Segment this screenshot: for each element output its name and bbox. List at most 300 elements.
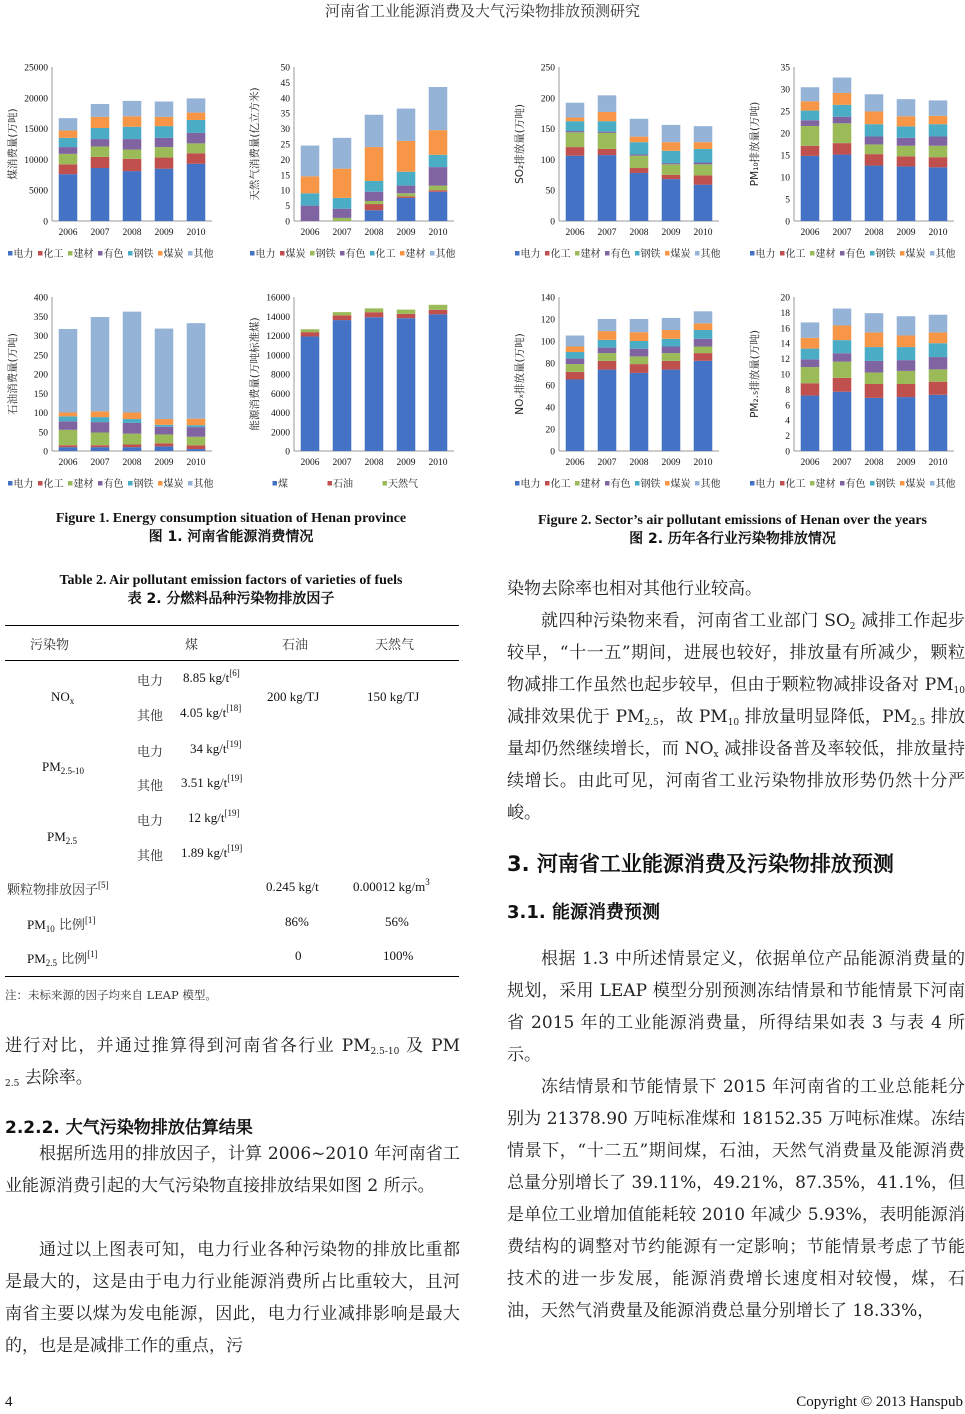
x-tick-label: 2007 [832, 228, 852, 238]
bar-segment [187, 153, 206, 163]
legend-label: 其他 [435, 249, 456, 260]
bar-segment [662, 163, 681, 164]
legend-swatch [750, 251, 755, 256]
bar-segment [91, 417, 110, 422]
y-tick-label: 35 [780, 63, 790, 74]
nox-coal-power-ref: [6] [229, 668, 240, 678]
left-p3: 通过以上图表可知，电力行业各种污染物的排放比重都是最大的，这是由于电力行业能源消费所占比重较大，且河南省主要以煤为发电能源，因此，电力行业减排影响是最大的，也是是减排工作的重点，污 [5, 1240, 460, 1356]
y-tick-label: 0 [285, 447, 290, 458]
bar-segment [301, 176, 320, 193]
pm10ratio-gas-value: 56% [385, 914, 409, 929]
table-bottom-rule [5, 976, 459, 977]
legend-label: 钢铁 [640, 479, 661, 490]
x-tick-label: 2006 [800, 228, 820, 238]
right-paragraph-1 [507, 573, 965, 829]
bar-segment [187, 120, 206, 133]
table2-caption-en: Table 2. Air pollutant emission factors of varieties of fuels [59, 573, 403, 588]
pm25-coal-power-number: 12 kg/t [188, 810, 225, 825]
bar-segment [187, 445, 206, 449]
y-tick-label: 0 [785, 217, 790, 228]
legend-label: 电力 [13, 249, 34, 260]
bar-segment [630, 154, 649, 155]
bar-segment [429, 167, 448, 185]
nox-oil-value: 200 kg/TJ [267, 689, 320, 704]
legend-swatch [158, 481, 163, 486]
y-tick-label: 6000 [271, 389, 290, 400]
legend-label: 有色 [845, 479, 866, 490]
nox-name: NO [51, 689, 70, 704]
bar-segment [897, 360, 916, 371]
legend-label: 钢铁 [133, 249, 154, 260]
legend-swatch [383, 481, 388, 486]
bar-segment [929, 395, 948, 451]
bar-segment [694, 149, 713, 163]
bar-segment [91, 433, 110, 446]
x-tick-label: 2009 [396, 458, 416, 468]
bar-segment [59, 138, 78, 147]
legend-swatch [188, 251, 193, 256]
bar-segment [123, 101, 142, 116]
bar-segment [429, 130, 448, 155]
pm25-coal-sector-power: 电力 [137, 814, 164, 829]
y-tick-label: 8 [785, 385, 790, 396]
legend-label: 钢铁 [875, 479, 896, 490]
particle-gas-number: 0.00012 kg/m [353, 879, 426, 894]
y-tick-label: 10 [280, 186, 290, 197]
bar-segment [365, 147, 384, 181]
bar-segment [833, 93, 852, 105]
x-tick-label: 2006 [300, 228, 320, 238]
bar-segment [801, 126, 820, 146]
nox-gas-value: 150 kg/TJ [367, 689, 420, 704]
x-tick-label: 2006 [565, 228, 585, 238]
table-header-rule [5, 660, 459, 661]
bar-segment [865, 144, 884, 154]
x-tick-label: 2008 [864, 228, 884, 238]
bar-segment [598, 95, 617, 112]
bar-segment [801, 322, 820, 337]
right-p2 [507, 605, 965, 829]
legend-swatch [575, 481, 580, 486]
legend-swatch [870, 251, 875, 256]
bar-segment [333, 315, 352, 320]
legend-swatch [8, 251, 13, 256]
bar-segment [929, 146, 948, 157]
bar-segment [187, 164, 206, 221]
bar-segment [91, 411, 110, 417]
bar-segment [301, 329, 320, 332]
bar-segment [694, 162, 713, 164]
bar-segment [397, 141, 416, 172]
legend-label: 建材 [580, 249, 601, 260]
bar-segment [801, 383, 820, 395]
bar-segment [566, 132, 585, 147]
bar-segment [630, 156, 649, 168]
bar-segment [91, 317, 110, 411]
bar-segment [865, 166, 884, 221]
nox-coal-other-number: 4.05 kg/t [180, 705, 227, 720]
legend-label: 建材 [405, 249, 426, 260]
legend-label: 有色 [103, 249, 124, 260]
bar-segment [865, 137, 884, 145]
chart-svg [742, 285, 964, 503]
y-tick-label: 10000 [266, 351, 290, 362]
bar-segment [301, 336, 320, 451]
pm2510-coal-power-value [190, 741, 241, 757]
pm25ratio-gas-value: 100% [383, 948, 414, 963]
right-p2-sub-x: x [713, 750, 719, 760]
bar-segment [833, 105, 852, 117]
bar-segment [630, 168, 649, 173]
y-tick-label: 18 [780, 308, 790, 319]
bar-segment [833, 155, 852, 221]
x-tick-label: 2008 [364, 458, 384, 468]
bar-segment [833, 340, 852, 353]
x-tick-label: 2006 [800, 458, 820, 468]
header-coal: 煤 [185, 638, 199, 653]
y-tick-label: 35 [280, 109, 290, 120]
left-paragraph-3 [5, 1234, 460, 1362]
pm2510-coal-sector-other: 其他 [137, 779, 164, 794]
y-tick-label: 20 [545, 425, 555, 436]
legend-label: 化工 [375, 249, 396, 260]
bar-segment [833, 143, 852, 154]
legend-label: 化工 [550, 249, 571, 260]
x-tick-label: 2010 [186, 228, 206, 238]
bar-segment [59, 154, 78, 164]
pm25-coal-other-number: 1.89 kg/t [181, 845, 228, 860]
legend-swatch [68, 251, 73, 256]
legend-label: 有色 [103, 479, 124, 490]
figure1-caption [0, 510, 462, 546]
chart-svg [507, 285, 729, 503]
bar-segment [566, 364, 585, 372]
right-p2-b: 减排工作起步较早，“十一五”期间，进展也较好，排放量有所减少，颗粒物减排工作虽然也起步较早，但由于颗粒物减排设备对 PM [507, 611, 965, 695]
legend-label: 建材 [815, 249, 836, 260]
bar-segment [865, 384, 884, 398]
header-oil: 石油 [282, 638, 309, 653]
pm10ratio-name: PM [27, 917, 46, 932]
right-p2-sub-25b: 2.5 [910, 718, 926, 728]
y-tick-label: 20 [780, 293, 790, 304]
y-tick-label: 12000 [266, 332, 290, 342]
bar-segment [598, 132, 617, 133]
y-tick-label: 0 [550, 217, 555, 228]
y-tick-label: 50 [280, 63, 290, 74]
bar-segment [429, 305, 448, 310]
bar-segment [429, 310, 448, 315]
x-tick-label: 2010 [928, 228, 948, 238]
right-p2-d: ，故 PM [658, 707, 728, 727]
bar-segment [801, 349, 820, 360]
legend-label: 建材 [815, 479, 836, 490]
legend-label: 电力 [520, 249, 541, 260]
bar-segment [897, 156, 916, 166]
bar-segment [598, 353, 617, 361]
right-p2-sub-so2: 2 [849, 622, 856, 632]
pm10ratio-sub: 10 [45, 924, 55, 934]
header-pollutant: 污染物 [30, 638, 70, 653]
bar-segment [155, 126, 174, 138]
legend-label: 煤炭 [163, 479, 184, 490]
bar-segment [929, 124, 948, 136]
pm2510-coal-other-ref: [19] [227, 773, 243, 783]
bar-segment [598, 121, 617, 131]
bar-segment [59, 416, 78, 421]
pm25-coal-other-value [181, 845, 242, 861]
y-tick-label: 250 [33, 351, 48, 362]
bar-segment [694, 175, 713, 184]
legend-label: 煤炭 [163, 249, 184, 260]
x-tick-label: 2008 [864, 458, 884, 468]
bar-segment [155, 427, 174, 435]
bar-segment [630, 137, 649, 143]
y-axis-label: 石油消费量(万吨) [7, 333, 19, 415]
bar-segment [897, 371, 916, 384]
row-pm25-ratio-label [27, 948, 98, 967]
x-tick-label: 2006 [300, 458, 320, 468]
bar-segment [397, 198, 416, 221]
bar-segment [155, 158, 174, 169]
x-tick-label: 2009 [661, 458, 681, 468]
bar-segment [865, 124, 884, 136]
y-tick-label: 2000 [271, 428, 290, 439]
figure2-caption [500, 512, 965, 548]
bar-segment [662, 370, 681, 451]
x-tick-label: 2009 [896, 228, 916, 238]
bar-segment [155, 169, 174, 221]
bar-segment [929, 116, 948, 124]
bar-segment [598, 149, 617, 155]
x-tick-label: 2009 [896, 458, 916, 468]
y-tick-label: 120 [540, 315, 555, 326]
y-axis-label: SO₂排放量(万吨) [514, 104, 526, 184]
legend-swatch [810, 251, 815, 256]
chart-svg [242, 285, 464, 503]
legend-swatch [128, 481, 133, 486]
right-paragraph-3 [507, 943, 965, 1327]
bar-segment [598, 348, 617, 354]
bar-segment [333, 138, 352, 169]
legend-label: 煤炭 [905, 249, 926, 260]
legend-label: 其他 [700, 249, 721, 260]
y-tick-label: 15000 [24, 125, 48, 136]
y-tick-label: 30 [780, 85, 790, 96]
legend-swatch [575, 251, 580, 256]
bar-segment [187, 133, 206, 143]
section-heading-2-2-2: 2.2.2. 大气污染物排放估算结果 [5, 1118, 253, 1138]
particle-oil-value: 0.245 kg/t [266, 879, 319, 894]
bar-segment [187, 419, 206, 426]
y-axis-label: 煤消费量(万吨) [7, 108, 19, 180]
y-tick-label: 0 [43, 447, 48, 458]
right-p1: 染物去除率也相对其他行业较高。 [507, 579, 762, 599]
table-top-rule [5, 625, 459, 626]
x-tick-label: 2008 [122, 228, 142, 238]
x-tick-label: 2009 [661, 228, 681, 238]
pm25-name: PM [47, 829, 66, 844]
bar-segment [59, 413, 78, 417]
pm2510-coal-power-ref: [19] [226, 739, 242, 749]
chart-svg [507, 55, 729, 273]
bar-segment [630, 332, 649, 341]
chart-coal-consumption [0, 55, 222, 273]
legend-swatch [635, 481, 640, 486]
bar-segment [187, 323, 206, 418]
x-tick-label: 2010 [693, 228, 713, 238]
left-paragraph-2 [5, 1138, 460, 1202]
chart-pm10-emissions [742, 55, 964, 273]
left-p1-b: 及 PM [399, 1036, 461, 1056]
y-tick-label: 80 [545, 359, 555, 370]
bar-segment [155, 425, 174, 427]
y-tick-label: 12 [780, 355, 790, 366]
legend-label: 钢铁 [315, 249, 336, 260]
y-tick-label: 50 [38, 428, 48, 439]
bar-segment [187, 425, 206, 427]
section-heading-3: 3. 河南省工业能源消费及污染物排放预测 [507, 852, 894, 876]
pm25ratio-name: PM [27, 951, 46, 966]
right-p2-e: 排放量明显降低，PM [739, 707, 911, 727]
bar-segment [429, 186, 448, 191]
legend-swatch [900, 481, 905, 486]
bar-segment [929, 343, 948, 357]
y-tick-label: 300 [33, 332, 48, 342]
bar-segment [397, 318, 416, 451]
bar-segment [187, 98, 206, 112]
bar-segment [365, 210, 384, 221]
legend-label: 天然气 [388, 479, 418, 490]
pm25-coal-power-ref: [19] [224, 808, 240, 818]
legend-label: 煤炭 [670, 479, 691, 490]
bar-segment [187, 143, 206, 153]
bar-segment [662, 142, 681, 151]
bar-segment [566, 156, 585, 221]
legend-label: 建材 [73, 249, 94, 260]
bar-segment [333, 320, 352, 451]
bar-segment [929, 332, 948, 343]
right-p2-sub-10b: 10 [727, 718, 740, 728]
pm25-coal-other-ref: [19] [227, 843, 243, 853]
y-axis-label: PM₁₀排放量(万吨) [749, 101, 761, 187]
bar-segment [397, 193, 416, 196]
bar-segment [598, 331, 617, 340]
legend-swatch [340, 251, 345, 256]
bar-segment [333, 312, 352, 315]
legend-swatch [400, 251, 405, 256]
bar-segment [929, 157, 948, 167]
x-tick-label: 2010 [428, 228, 448, 238]
bar-segment [801, 396, 820, 451]
copyright: Copyright © 2013 Hanspub [796, 1394, 963, 1410]
y-tick-label: 2 [785, 432, 790, 443]
figure2-caption-zh: 图 2. 历年各行业污染物排放情况 [629, 531, 836, 547]
bar-segment [897, 99, 916, 116]
nox-coal-other-value [180, 705, 241, 721]
nox-coal-sector-power: 电力 [137, 674, 164, 689]
right-p4: 冻结情景和节能情景下 2015 年河南省的工业总能耗分别为 21378.90 万吨标准煤和 18152.35 万吨标准煤。冻结情景下，“十二五”期间煤，石油，天然气消费量及能源消费总量分别增长了 39.11%，49.21%，87.35%，41.1%，但是单位工业增加值能耗较 2010 年减少 5.93%，表明能源消费结构的调整对节约能源有一定影响；节能情景考虑了节能技术的进一步发展，能源消费增长速度相对较慢，煤，石油，天然气消费量及能源消费总量分别增长了 18.33%， [507, 1077, 965, 1321]
bar-segment [123, 127, 142, 139]
bar-segment [929, 369, 948, 381]
y-tick-label: 60 [545, 381, 555, 392]
bar-segment [598, 361, 617, 370]
bar-segment [630, 356, 649, 364]
bar-segment [662, 330, 681, 339]
legend-label: 有色 [845, 249, 866, 260]
chart-nox-emissions [507, 285, 729, 503]
bar-segment [91, 447, 110, 451]
bar-segment [301, 332, 320, 336]
chart-oil-consumption [0, 285, 222, 503]
bar-segment [123, 312, 142, 413]
header-gas: 天然气 [375, 638, 415, 653]
bar-segment [598, 319, 617, 331]
bar-segment [91, 128, 110, 139]
legend-swatch [38, 251, 43, 256]
bar-segment [929, 357, 948, 369]
bar-segment [630, 364, 649, 373]
legend-swatch [930, 481, 935, 486]
bar-segment [155, 434, 174, 443]
bar-segment [91, 445, 110, 447]
x-tick-label: 2010 [693, 458, 713, 468]
bar-segment [662, 179, 681, 221]
x-tick-label: 2008 [629, 458, 649, 468]
row-particle-label [7, 879, 109, 898]
bar-segment [865, 347, 884, 361]
bar-segment [865, 398, 884, 451]
y-tick-label: 4000 [271, 409, 290, 419]
bar-segment [662, 164, 681, 174]
right-p2-c: 减排效果优于 PM [507, 707, 645, 727]
y-tick-label: 10 [780, 173, 790, 184]
y-tick-label: 200 [33, 370, 48, 381]
bar-segment [566, 352, 585, 359]
bar-segment [897, 384, 916, 397]
y-tick-label: 20000 [24, 94, 48, 105]
pm25ratio-oil-value: 0 [295, 948, 302, 963]
bar-segment [59, 445, 78, 447]
legend-swatch [840, 481, 845, 486]
row-pm25-label [47, 829, 77, 845]
bar-segment [566, 380, 585, 452]
y-axis-label: 天然气消费量(亿立方米) [249, 87, 261, 201]
bar-segment [833, 362, 852, 378]
x-tick-label: 2008 [364, 228, 384, 238]
y-tick-label: 5 [785, 195, 790, 206]
bar-segment [123, 413, 142, 420]
nox-sub: x [69, 696, 75, 706]
bar-segment [694, 353, 713, 361]
bar-segment [59, 174, 78, 221]
x-tick-label: 2007 [832, 458, 852, 468]
bar-segment [801, 359, 820, 367]
bar-segment [630, 319, 649, 332]
legend-label: 电力 [255, 249, 276, 260]
chart-so2-emissions [507, 55, 729, 273]
legend-swatch [98, 251, 103, 256]
row-pm10-ratio-label [27, 914, 95, 933]
legend-swatch [68, 481, 73, 486]
bar-segment [865, 111, 884, 124]
x-tick-label: 2010 [186, 458, 206, 468]
bar-segment [365, 312, 384, 317]
bar-segment [59, 430, 78, 445]
y-tick-label: 40 [545, 403, 555, 414]
y-tick-label: 8000 [271, 370, 290, 381]
bar-segment [365, 192, 384, 201]
pm25-sub: 2.5 [65, 836, 78, 846]
